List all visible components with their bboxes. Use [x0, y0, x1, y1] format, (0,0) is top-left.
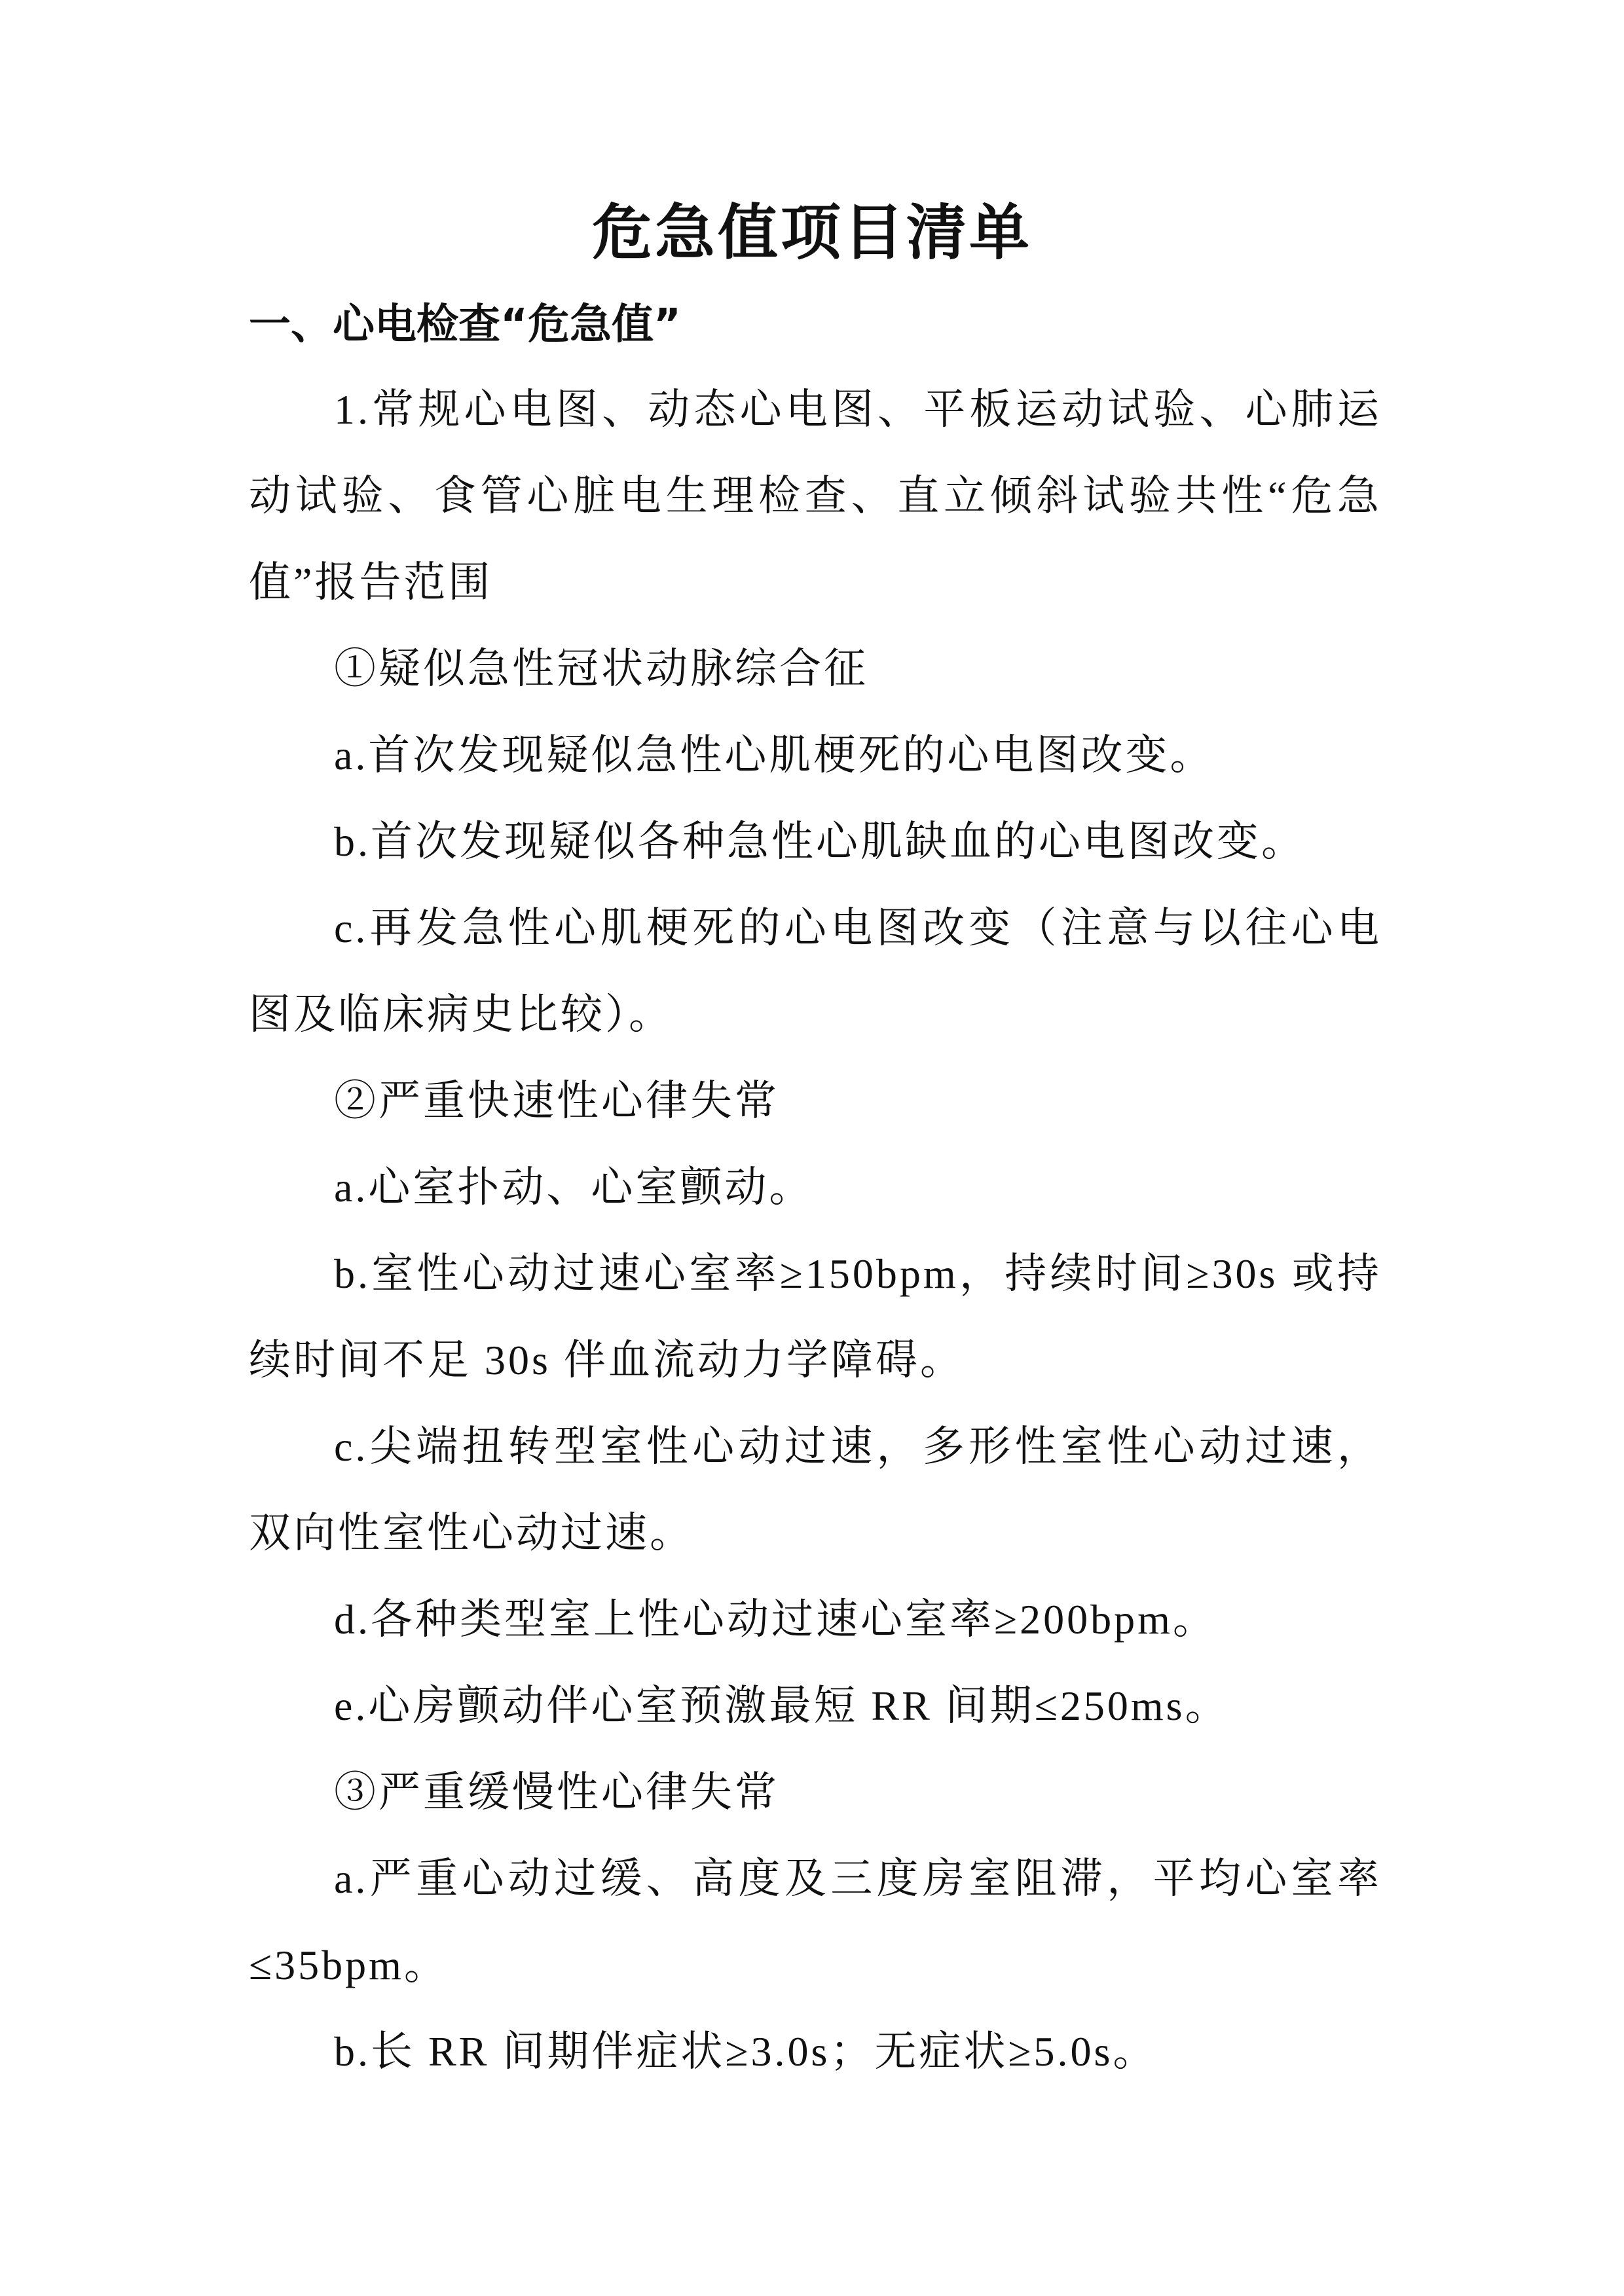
section-heading: 一、心电检查“危急值”: [249, 301, 682, 349]
paragraph-item-a: a.严重心动过缓、高度及三度房室阻滞，平均心室率≤35bpm。: [249, 1855, 1382, 1988]
paragraph-item-a: a.首次发现疑似急性心肌梗死的心电图改变。: [334, 732, 1215, 778]
paragraph-common-range: 1.常规心电图、动态心电图、平板运动试验、心肺运动试验、食管心脏电生理检查、直立倾斜试验共性“危急值”报告范围: [249, 386, 1382, 606]
paragraph-acute-coronary-heading: ①疑似急性冠状动脉综合征: [334, 646, 868, 692]
paragraph-item-b: b.长 RR 间期伴症状≥3.0s；无症状≥5.0s。: [334, 2028, 1158, 2075]
paragraph-item-c: c.再发急性心肌梗死的心电图改变（注意与以往心电图及临床病史比较）。: [249, 905, 1382, 1038]
document-title: 危急值项目清单: [591, 198, 1032, 268]
paragraph-item-a: a.心室扑动、心室颤动。: [334, 1164, 814, 1211]
paragraph-tachyarrhythmia-heading: ②严重快速性心律失常: [334, 1078, 779, 1124]
paragraph-item-e: e.心房颤动伴心室预激最短 RR 间期≤250ms。: [334, 1683, 1230, 1729]
paragraph-item-d: d.各种类型室上性心动过速心室率≥200bpm。: [334, 1596, 1217, 1643]
paragraph-item-b: b.首次发现疑似各种急性心肌缺血的心电图改变。: [334, 818, 1306, 865]
paragraph-bradyarrhythmia-heading: ③严重缓慢性心律失常: [334, 1769, 779, 1815]
paragraph-item-c: c.尖端扭转型室性心动过速，多形性室性心动过速，双向性室性心动过速。: [249, 1423, 1382, 1556]
paragraph-item-b: b.室性心动过速心室率≥150bpm，持续时间≥30s 或持续时间不足 30s 伴血流动力学障碍。: [249, 1250, 1382, 1383]
